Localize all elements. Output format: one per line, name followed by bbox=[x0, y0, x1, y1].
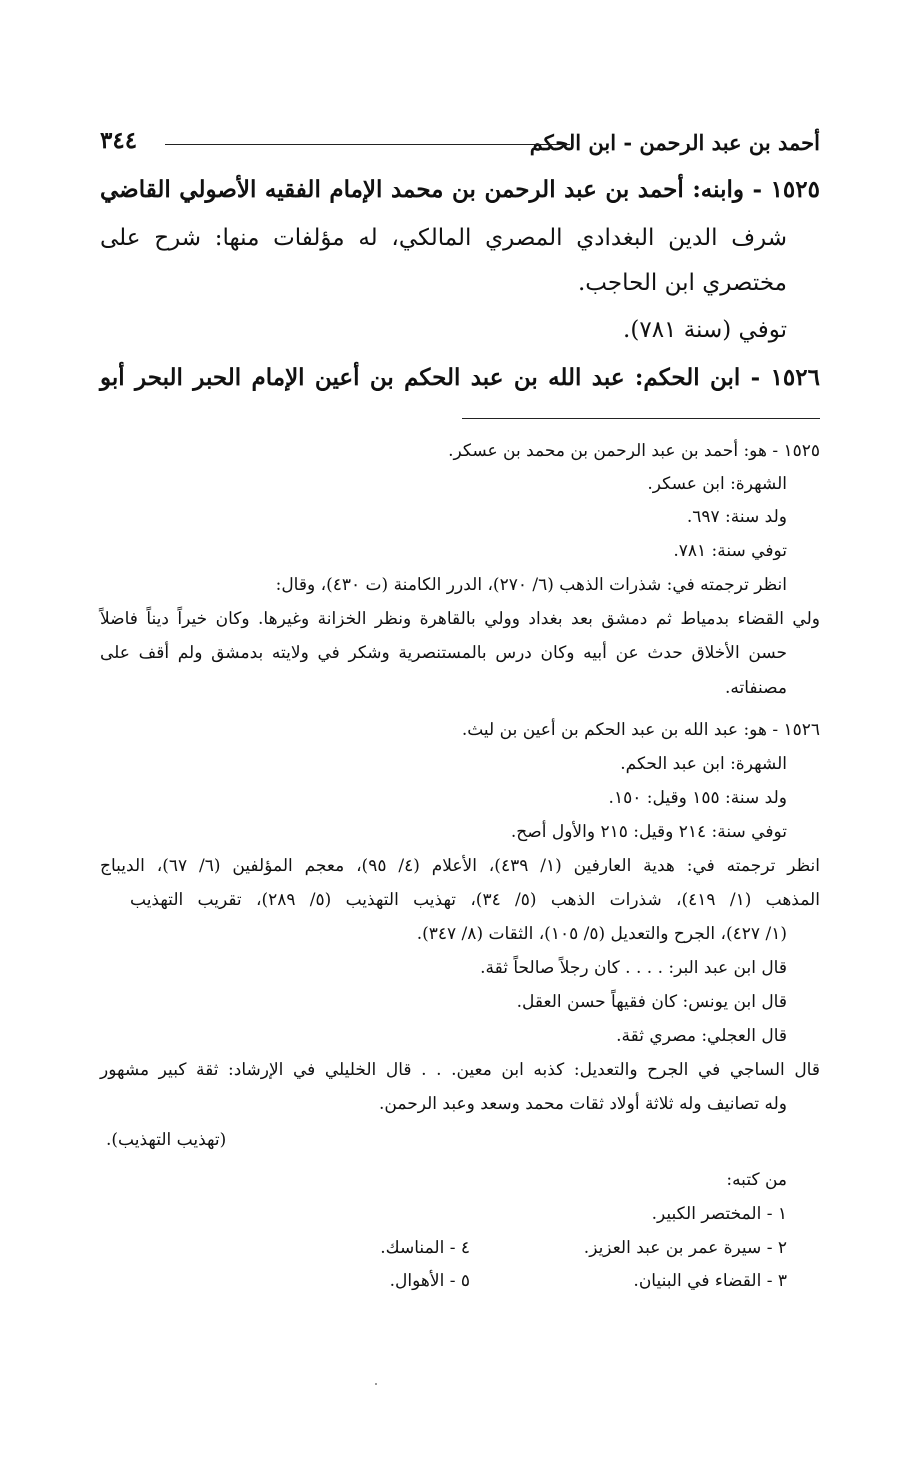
book-item-3: ٣ - القضاء في البنيان. bbox=[633, 1271, 787, 1291]
footnote-1525-line-4: توفي سنة: ٧٨١. bbox=[673, 541, 787, 561]
footnote-1526-line-11: قال الساجي في الجرح والتعديل: كذبه ابن معين. . . قال الخليلي في الإرشاد: ثقة كبير مشهور bbox=[100, 1060, 820, 1080]
page-number: ٣٤٤ bbox=[100, 127, 138, 154]
footnote-1526-line-10: قال العجلي: مصري ثقة. bbox=[616, 1026, 787, 1046]
footnote-source-citation: (تهذيب التهذيب). bbox=[106, 1130, 227, 1150]
footnote-1526-line-8: قال ابن عبد البر: . . . . كان رجلاً صالحاً ثقة. bbox=[480, 958, 787, 978]
footnote-1526-line-5: انظر ترجمته في: هدية العارفين (١/ ٤٣٩)، الأعلام (٤/ ٩٥)، معجم المؤلفين (٦/ ٦٧)، الديباج bbox=[100, 856, 821, 876]
running-header-title: أحمد بن عبد الرحمن - ابن الحكم bbox=[529, 130, 820, 155]
entry-1525-line-2: شرف الدين البغدادي المصري المالكي، له مؤلفات منها: شرح على bbox=[100, 225, 787, 251]
entry-1525-line-1: ١٥٢٥ - وابنه: أحمد بن عبد الرحمن بن محمد الإمام الفقيه الأصولي القاضي bbox=[100, 176, 820, 203]
footnote-1525-line-7: حسن الأخلاق حدث عن أبيه وكان درس بالمستنصرية وشكر في ولايته بدمشق ولم أقف على bbox=[100, 643, 787, 663]
footnote-1526-line-2: الشهرة: ابن عبد الحكم. bbox=[620, 754, 787, 774]
books-heading: من كتبه: bbox=[726, 1170, 787, 1190]
book-item-2: ٢ - سيرة عمر بن عبد العزيز. bbox=[583, 1238, 787, 1258]
header-rule bbox=[165, 144, 570, 145]
footnote-1526-line-1: ١٥٢٦ - هو: عبد الله بن عبد الحكم بن أعين بن ليث. bbox=[461, 720, 820, 740]
entry-1525-line-4: توفي (سنة ٧٨١). bbox=[623, 317, 787, 343]
footnote-1526-line-9: قال ابن يونس: كان فقيهاً حسن العقل. bbox=[516, 992, 787, 1012]
footnote-1525-line-2: الشهرة: ابن عسكر. bbox=[647, 474, 787, 494]
footnote-separator bbox=[462, 418, 820, 419]
book-item-4: ٤ - المناسك. bbox=[380, 1238, 470, 1258]
footnote-1526-line-4: توفي سنة: ٢١٤ وقيل: ٢١٥ والأول أصح. bbox=[510, 822, 787, 842]
entry-1526-line-1: ١٥٢٦ - ابن الحكم: عبد الله بن عبد الحكم بن أعين الإمام الحبر البحر أبو bbox=[100, 364, 820, 391]
footnote-1526-line-6: المذهب (١/ ٤١٩)، شذرات الذهب (٥/ ٣٤)، تهذيب التهذيب (٥/ ٢٨٩)، تقريب التهذيب bbox=[130, 890, 820, 910]
entry-1525-line-3: مختصري ابن الحاجب. bbox=[577, 270, 787, 296]
page-speck bbox=[375, 1383, 377, 1385]
footnote-1526-line-3: ولد سنة: ١٥٥ وقيل: ١٥٠. bbox=[608, 788, 787, 808]
footnote-1525-line-1: ١٥٢٥ - هو: أحمد بن عبد الرحمن بن محمد بن عسكر. bbox=[448, 441, 820, 461]
book-item-5: ٥ - الأهوال. bbox=[389, 1271, 470, 1291]
book-item-1: ١ - المختصر الكبير. bbox=[651, 1204, 787, 1224]
footnote-1525-line-3: ولد سنة: ٦٩٧. bbox=[686, 507, 787, 527]
footnote-1526-line-7: (١/ ٤٢٧)، الجرح والتعديل (٥/ ١٠٥)، الثقات (٨/ ٣٤٧). bbox=[416, 924, 787, 944]
footnote-1525-line-8: مصنفاته. bbox=[724, 678, 787, 698]
footnote-1526-line-12: وله تصانيف وله ثلاثة أولاد ثقات محمد وسعد وعبد الرحمن. bbox=[379, 1094, 787, 1114]
footnote-1525-line-5: انظر ترجمته في: شذرات الذهب (٦/ ٢٧٠)، الدرر الكامنة (ت ٤٣٠)، وقال: bbox=[275, 575, 787, 595]
footnote-1525-line-6: ولي القضاء بدمياط ثم دمشق بعد بغداد وولي بالقاهرة ونظر الخزانة وغيرها. وكان خيراً ديناً فاضلاً bbox=[100, 609, 820, 629]
